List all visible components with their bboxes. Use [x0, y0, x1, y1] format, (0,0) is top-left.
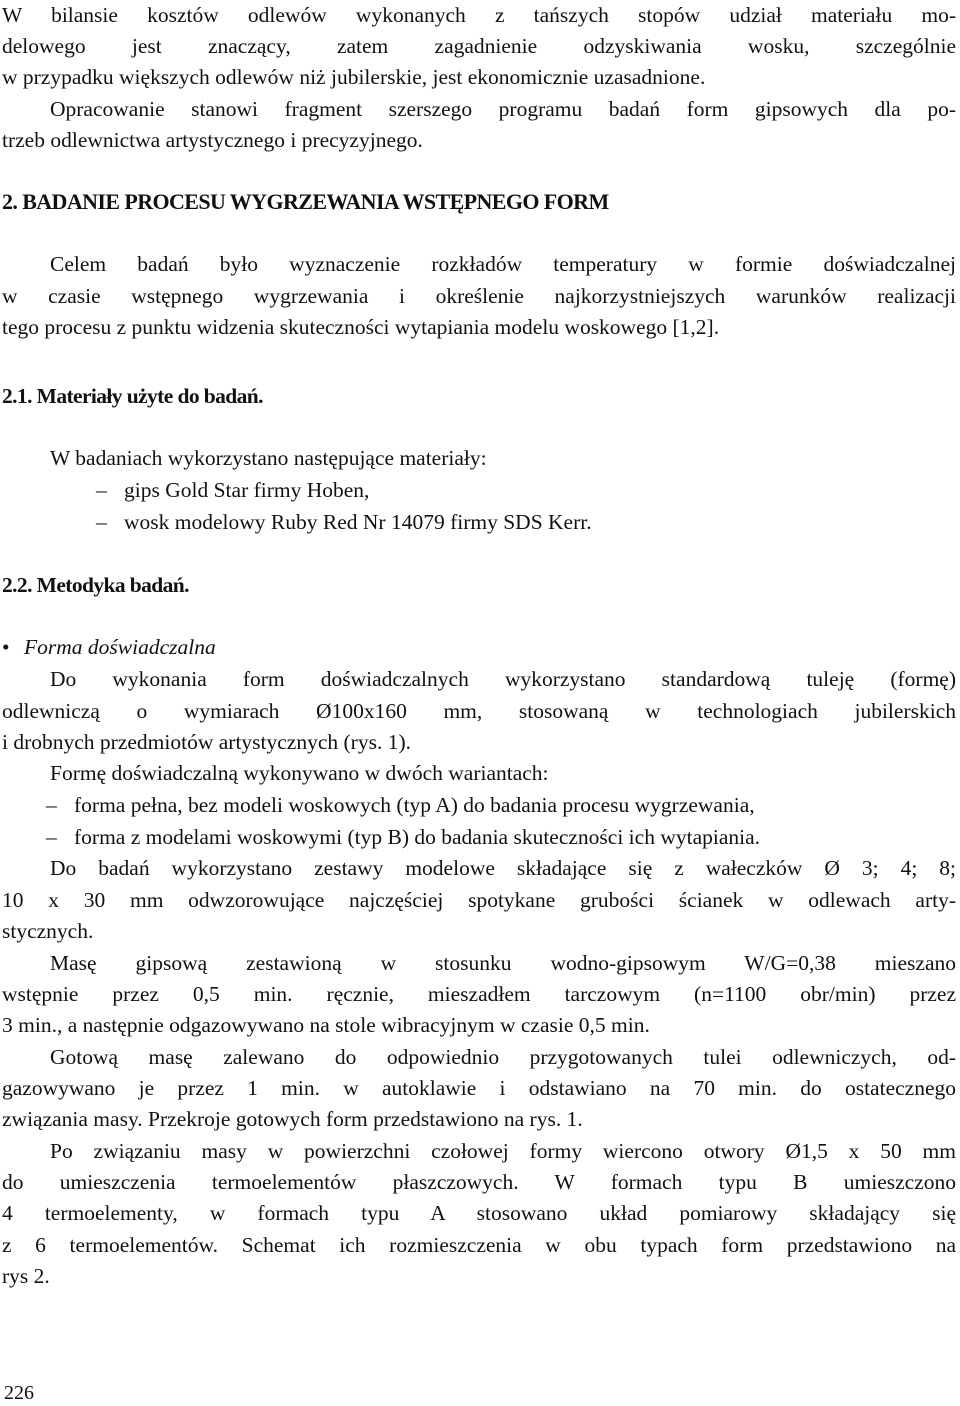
bullet-item — [2, 632, 956, 664]
dash-icon: – — [96, 510, 107, 534]
p5-line-2: gazowywano je przez 1 min. w autoklawie i odstawiano na 70 min. do ostatecznego — [2, 1076, 956, 1100]
dash-icon: – — [46, 793, 57, 817]
intro-line-1: W bilansie kosztów odlewów wykonanych z tańszych stopów udział materiału mo- — [2, 3, 956, 27]
page-number: 226 — [4, 1382, 34, 1404]
p6-line-2: do umieszczenia termoelementów płaszczowych. W formach typu B umieszczono — [2, 1170, 956, 1194]
section-2-line-1: Celem badań było wyznaczenie rozkładów temperatury w formie doświadczalnej — [50, 252, 956, 276]
variant-2: forma z modelami woskowymi (typ B) do badania skuteczności ich wytapiania. — [74, 825, 761, 849]
bullet-label: Forma doświadczalna — [24, 635, 216, 659]
p1-line-2: odlewniczą o wymiarach Ø100x160 mm, stosowaną w technologiach jubilerskich — [2, 699, 956, 723]
material-2: wosk modelowy Ruby Red Nr 14079 firmy SDS Kerr. — [124, 510, 592, 534]
bullet-icon: • — [2, 635, 10, 659]
section-2-line-2: w czasie wstępnego wygrzewania i określenie najkorzystniejszych warunków realizacji — [2, 284, 956, 308]
dash-icon: – — [46, 825, 57, 849]
materials-list-item — [2, 507, 956, 539]
variant-1: forma pełna, bez modeli woskowych (typ A) do badania procesu wygrzewania, — [74, 793, 755, 817]
section-2-1-intro: W badaniach wykorzystano następujące materiały: — [50, 446, 487, 470]
p5-line-3: związania masy. Przekroje gotowych form przedstawiono na rys. 1. — [2, 1107, 583, 1131]
section-2-line-3: tego procesu z punktu widzenia skuteczności wytapiania modelu woskowego [1,2]. — [2, 315, 720, 339]
p6-line-1: Po związaniu masy w powierzchni czołowej formy wiercono otwory Ø1,5 x 50 mm — [50, 1139, 956, 1163]
p5-line-1: Gotową masę zalewano do odpowiednio przygotowanych tulei odlewniczych, od- — [50, 1045, 956, 1069]
p6-line-4: z 6 termoelementów. Schemat ich rozmieszczenia w obu typach form przedstawiono na — [2, 1233, 956, 1257]
materials-list-item — [2, 475, 956, 507]
p4-line-1: Masę gipsową zestawioną w stosunku wodno-gipsowym W/G=0,38 mieszano — [50, 951, 956, 975]
intro-line-4: Opracowanie stanowi fragment szerszego programu badań form gipsowych dla po- — [50, 97, 956, 121]
p6-line-5: rys 2. — [2, 1264, 50, 1288]
p1-line-1: Do wykonania form doświadczalnych wykorzystano standardową tuleję (formę) — [50, 667, 956, 691]
p3-line-2: 10 x 30 mm odwzorowujące najczęściej spotykane grubości ścianek w odlewach arty- — [2, 888, 956, 912]
material-1: gips Gold Star firmy Hoben, — [124, 478, 370, 502]
intro-line-2: delowego jest znaczący, zatem zagadnienie odzyskiwania wosku, szczególnie — [2, 34, 956, 58]
p4-line-3: 3 min., a następnie odgazowywano na stole wibracyjnym w czasie 0,5 min. — [2, 1013, 650, 1037]
p4-line-2: wstępnie przez 0,5 min. ręcznie, mieszadłem tarczowym (n=1100 obr/min) przez — [2, 982, 956, 1006]
p1-line-3: i drobnych przedmiotów artystycznych (rys. 1). — [2, 730, 411, 754]
dash-icon: – — [96, 478, 107, 502]
p2-line: Formę doświadczalną wykonywano w dwóch wariantach: — [50, 761, 549, 785]
variant-list-item — [2, 790, 956, 822]
section-2-2-heading: 2.2. Metodyka badań. — [2, 573, 189, 597]
intro-line-3: w przypadku większych odlewów niż jubilerskie, jest ekonomicznie uzasadnione. — [2, 65, 706, 89]
section-2-1-heading: 2.1. Materiały użyte do badań. — [2, 384, 263, 408]
variant-list-item — [2, 822, 956, 854]
p6-line-3: 4 termoelementy, w formach typu A stosowano układ pomiarowy składający się — [2, 1201, 956, 1225]
p3-line-3: stycznych. — [2, 919, 94, 943]
section-2-heading: 2. BADANIE PROCESU WYGRZEWANIA WSTĘPNEGO FORM — [2, 189, 609, 214]
p3-line-1: Do badań wykorzystano zestawy modelowe składające się z wałeczków Ø 3; 4; 8; — [50, 856, 956, 880]
intro-line-5: trzeb odlewnictwa artystycznego i precyzyjnego. — [2, 128, 423, 152]
